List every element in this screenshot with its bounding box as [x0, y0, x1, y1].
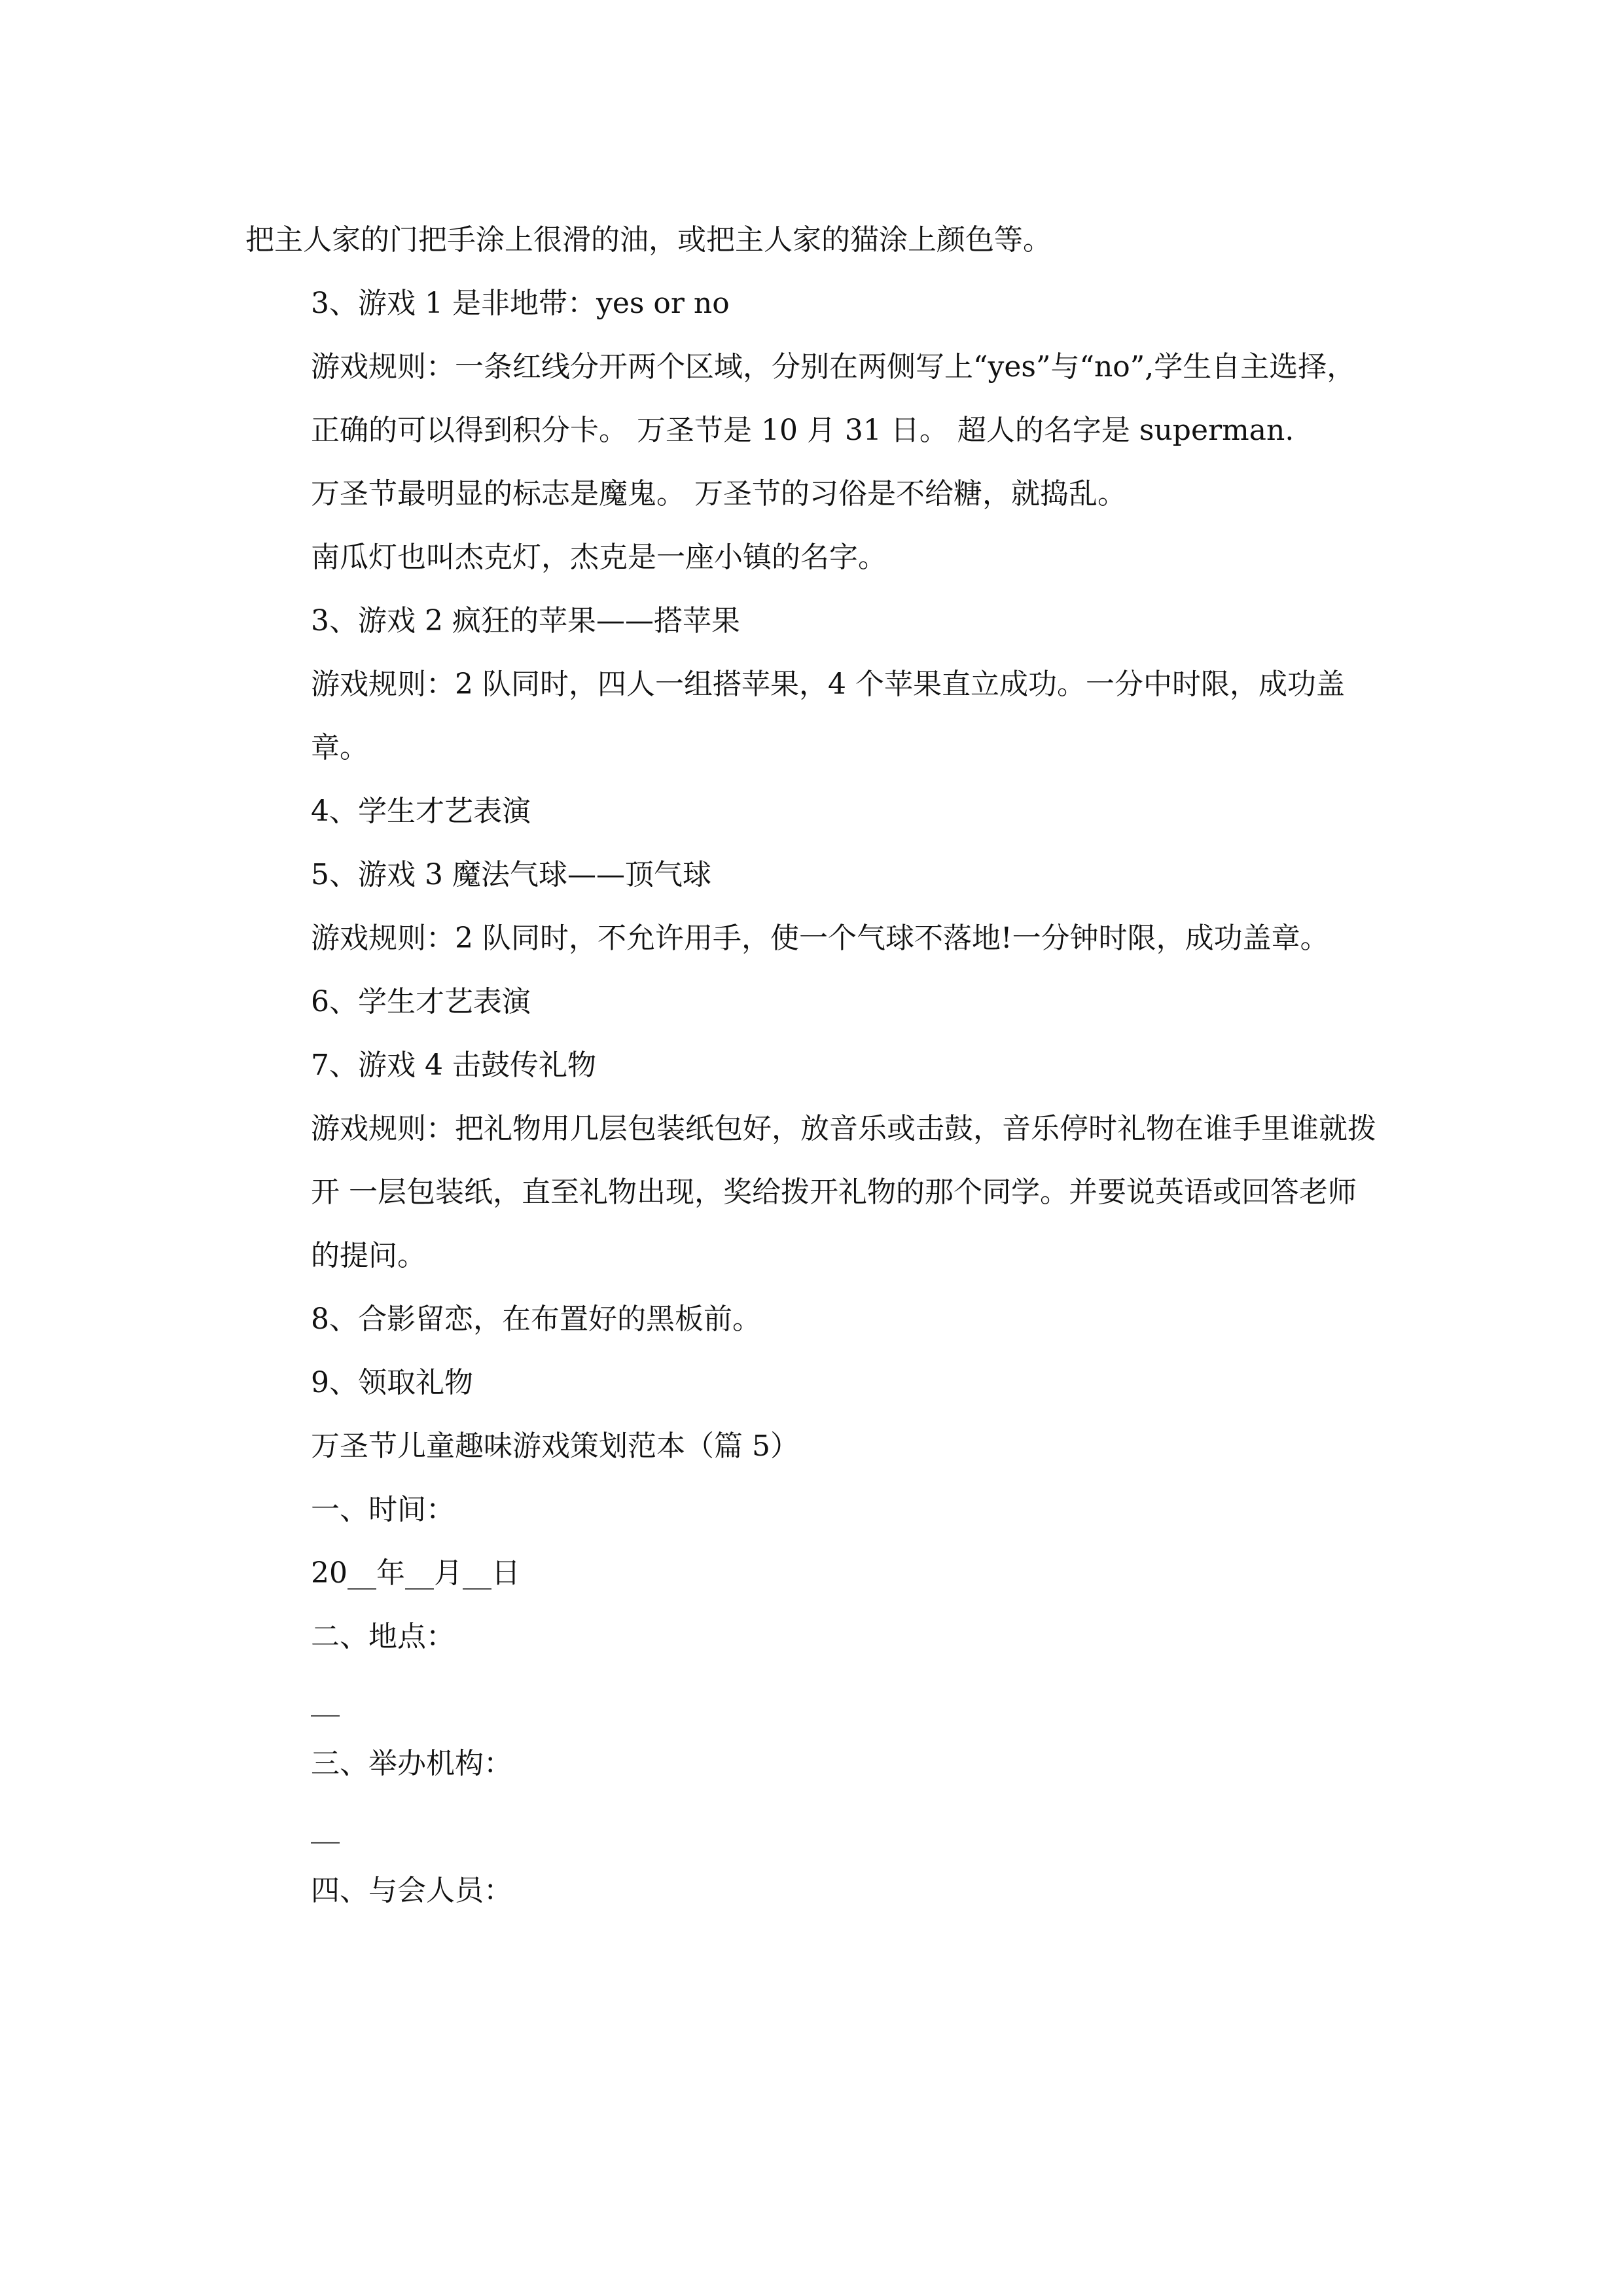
paragraph-line: 南瓜灯也叫杰克灯，杰克是一座小镇的名字。 [311, 541, 887, 574]
paragraph-line: 4、学生才艺表演 [311, 795, 531, 828]
paragraph-line: 6、学生才艺表演 [311, 985, 531, 1018]
paragraph-line: 7、游戏 4 击鼓传礼物 [311, 1049, 596, 1082]
heading-organizer: 三、举办机构： [311, 1747, 512, 1780]
paragraph-line: 8、合影留恋，在布置好的黑板前。 [311, 1302, 761, 1336]
location-value: __ [311, 1683, 340, 1717]
document-body [245, 208, 1381, 1922]
organizer-value: __ [311, 1810, 340, 1844]
paragraph-line: 游戏规则：把礼物用几层包装纸包好，放音乐或击鼓，音乐停时礼物在谁手里谁就拨开 一层包装纸，直至礼物出现，奖给拨开礼物的那个同学。并要说英语或回答老师的提问。 [311, 1112, 1376, 1272]
heading-attendees: 四、与会人员： [311, 1874, 512, 1907]
paragraph-line: 游戏规则：2 队同时，四人一组搭苹果，4 个苹果直立成功。一分中时限，成功盖章。 [311, 668, 1345, 764]
paragraph-line: 游戏规则：2 队同时，不允许用手，使一个气球不落地!一分钟时限，成功盖章。 [311, 922, 1329, 955]
paragraph-line: 3、游戏 2 疯狂的苹果——搭苹果 [311, 604, 740, 637]
paragraph-line: 万圣节最明显的标志是魔鬼。 万圣节的习俗是不给糖，就捣乱。 [311, 477, 1126, 511]
heading-time: 一、时间： [311, 1493, 455, 1526]
paragraph-line: 5、游戏 3 魔法气球——顶气球 [311, 858, 711, 891]
paragraph-line: 3、游戏 1 是非地带：yes or no [311, 287, 730, 320]
paragraph-line: 9、领取礼物 [311, 1366, 473, 1399]
time-value: 20__年__月__日 [311, 1556, 520, 1590]
paragraph-line: 把主人家的门把手涂上很滑的油，或把主人家的猫涂上颜色等。 [245, 223, 1052, 257]
heading-location: 二、地点： [311, 1620, 455, 1653]
section-title: 万圣节儿童趣味游戏策划范本（篇 5） [311, 1429, 799, 1463]
paragraph-line: 游戏规则：一条红线分开两个区域，分别在两侧写上“yes”与“no”,学生自主选择，正确的可以得到积分卡。 万圣节是 10 月 31 日。 超人的名字是 superman. [311, 350, 1356, 447]
